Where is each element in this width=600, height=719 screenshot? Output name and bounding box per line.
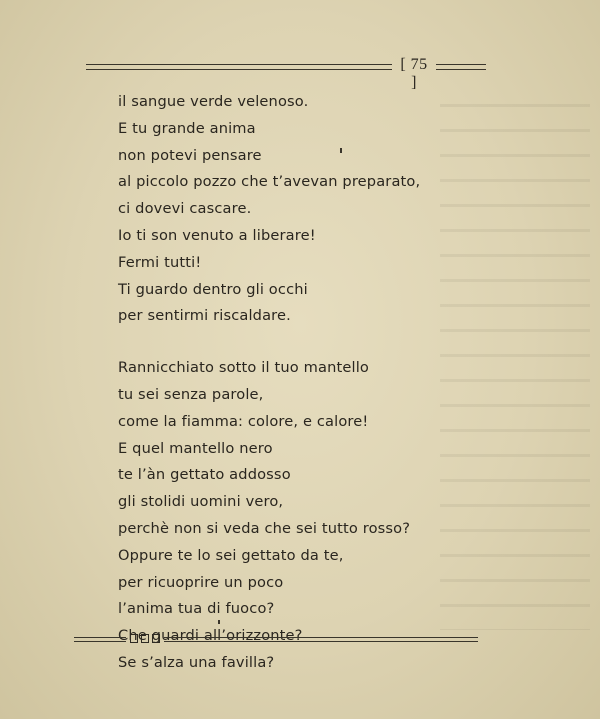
stanza-2	[118, 355, 448, 677]
verse-line: come la fiamma: colore, e calore!	[118, 412, 369, 430]
stanza-1	[118, 89, 448, 330]
verse-line: tu sei senza parole,	[118, 385, 264, 403]
footer-rule	[74, 632, 478, 648]
header-rule	[86, 56, 486, 91]
verse-line: ci dovevi cascare.	[118, 200, 252, 218]
header-rule-right	[436, 64, 486, 70]
verse-line: perchè non si veda che sei tutto rosso?	[118, 519, 411, 537]
three-squares-ornament-icon	[130, 634, 162, 644]
ink-speck	[340, 148, 342, 153]
footer-rule-right	[164, 637, 478, 642]
verse-line: Ti guardo dentro gli occhi	[118, 280, 308, 298]
verse-line: il sangue verde velenoso.	[118, 93, 309, 110]
verse-line: Io ti son venuto a liberare!	[118, 226, 316, 244]
verse-line: Se s’alza una favilla?	[118, 653, 275, 671]
verse-line: Oppure te lo sei gettato da te,	[118, 546, 344, 564]
poem-text	[118, 89, 448, 677]
page-number: [ 75 ]	[400, 56, 428, 91]
ink-speck	[218, 620, 220, 624]
verse-line: per sentirmi riscaldare.	[118, 307, 291, 325]
verse-line: gli stolidi uomini vero,	[118, 493, 284, 511]
verse-line: Rannicchiato sotto il tuo mantello	[118, 359, 369, 377]
verse-line: Che guardi all’orizzonte?	[118, 627, 303, 645]
verse-line: E tu grande anima	[118, 119, 256, 137]
verse-line: E quel mantello nero	[118, 439, 273, 457]
verse-line: per ricuoprire un poco	[118, 573, 284, 591]
footer-rule-left	[74, 637, 126, 642]
verse-line: al piccolo pozzo che t’avevan preparato,	[118, 173, 421, 191]
verse-line: Fermi tutti!	[118, 253, 202, 271]
verse-line: te l’àn gettato addosso	[118, 466, 291, 484]
show-through-text	[440, 90, 590, 630]
verse-line: non potevi pensare	[118, 146, 262, 164]
verse-line: l’anima tua di fuoco?	[118, 600, 275, 618]
header-rule-left	[86, 64, 392, 70]
